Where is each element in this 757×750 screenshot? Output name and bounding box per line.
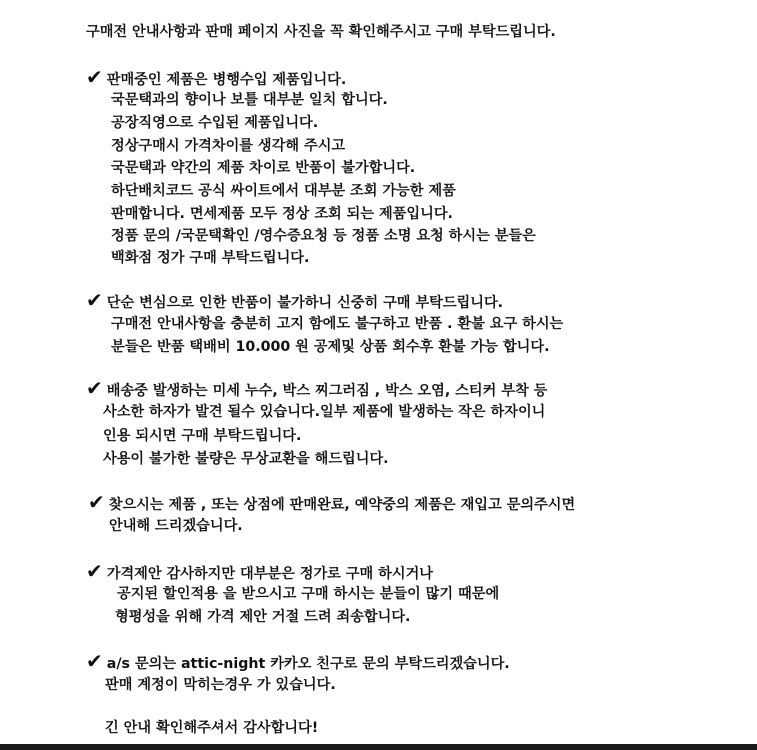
checkmark-icon: ✔ [88,490,105,514]
section-3-line-3: 인용 되시면 구매 부탁드립니다. [103,428,302,444]
section-5-line-3: 형평성을 위해 가격 제안 거절 드려 죄송합니다. [115,609,411,625]
checkmark-icon: ✔ [86,376,103,400]
section-2-line-3: 분들은 반품 택배비 10.000 원 공제및 상품 회수후 환불 가능 합니다. [111,339,550,355]
checkmark-icon: ✔ [86,65,103,89]
closing-message: 긴 안내 확인해주셔서 감사합니다! [105,720,319,736]
checkmark-icon: ✔ [86,288,103,312]
section-1-line-3: 공장직영으로 수입된 제품입니다. [111,115,319,131]
section-6-line-2: 판매 계정이 막히는경우 가 있습니다. [105,677,336,693]
section-5-line-2: 공지된 할인적용 을 받으시고 구매 하시는 분들이 많기 때문에 [117,586,500,602]
section-1-line-2: 국문택과의 향이나 보틀 대부분 일치 합니다. [111,92,388,108]
section-1-line-4: 정상구매시 가격차이를 생각해 주시고 [111,138,346,154]
section-6-line-1: ✔ a/s 문의는 attic-night 카카오 친구로 문의 부탁드리겠습니다. [86,649,510,673]
section-1-line-5: 국문택과 약간의 제품 차이로 반품이 불가합니다. [111,160,416,176]
section-1-line-7: 판매합니다. 면세제품 모두 정상 조회 되는 제품입니다. [111,206,453,222]
section-5-line-1: ✔ 가격제안 감사하지만 대부분은 정가로 구매 하시거나 [86,559,433,583]
section-3-line-4: 사용이 불가한 불량은 무상교환을 해드립니다. [103,451,389,467]
checkmark-icon: ✔ [86,559,103,583]
bottom-divider [0,744,757,750]
section-1-line-8: 정품 문의 /국문택확인 /영수증요청 등 정품 소명 요청 하시는 분들은 [111,228,536,244]
section-3-line-2: 사소한 하자가 발견 될수 있습니다.일부 제품에 발생하는 작은 하자이니 [103,404,546,420]
section-1-line-1: ✔ 판매중인 제품은 병행수입 제품입니다. [86,65,347,89]
section-1-line-9: 백화점 정가 구매 부탁드립니다. [111,250,310,266]
section-2-line-1: ✔ 단순 변심으로 인한 반품이 불가하니 신중히 구매 부탁드립니다. [86,288,504,312]
section-4-line-1: ✔ 찾으시는 제품 , 또는 상점에 판매완료, 예약중의 제품은 재입고 문의주시면 [88,490,576,514]
section-3-line-1: ✔ 배송중 발생하는 미세 누수, 박스 찌그러짐 , 박스 오염, 스티커 부착 등 [86,376,548,400]
section-1-line-6: 하단배치코드 공식 싸이트에서 대부분 조회 가능한 제품 [111,183,456,199]
notice-header: 구매전 안내사항과 판매 페이지 사진을 꼭 확인해주시고 구매 부탁드립니다. [86,24,556,40]
section-2-line-2: 구매전 안내사항을 충분히 고지 함에도 불구하고 반품 . 환불 요구 하시는 [111,316,564,332]
checkmark-icon: ✔ [86,649,103,673]
section-4-line-2: 안내해 드리겠습니다. [109,518,243,534]
